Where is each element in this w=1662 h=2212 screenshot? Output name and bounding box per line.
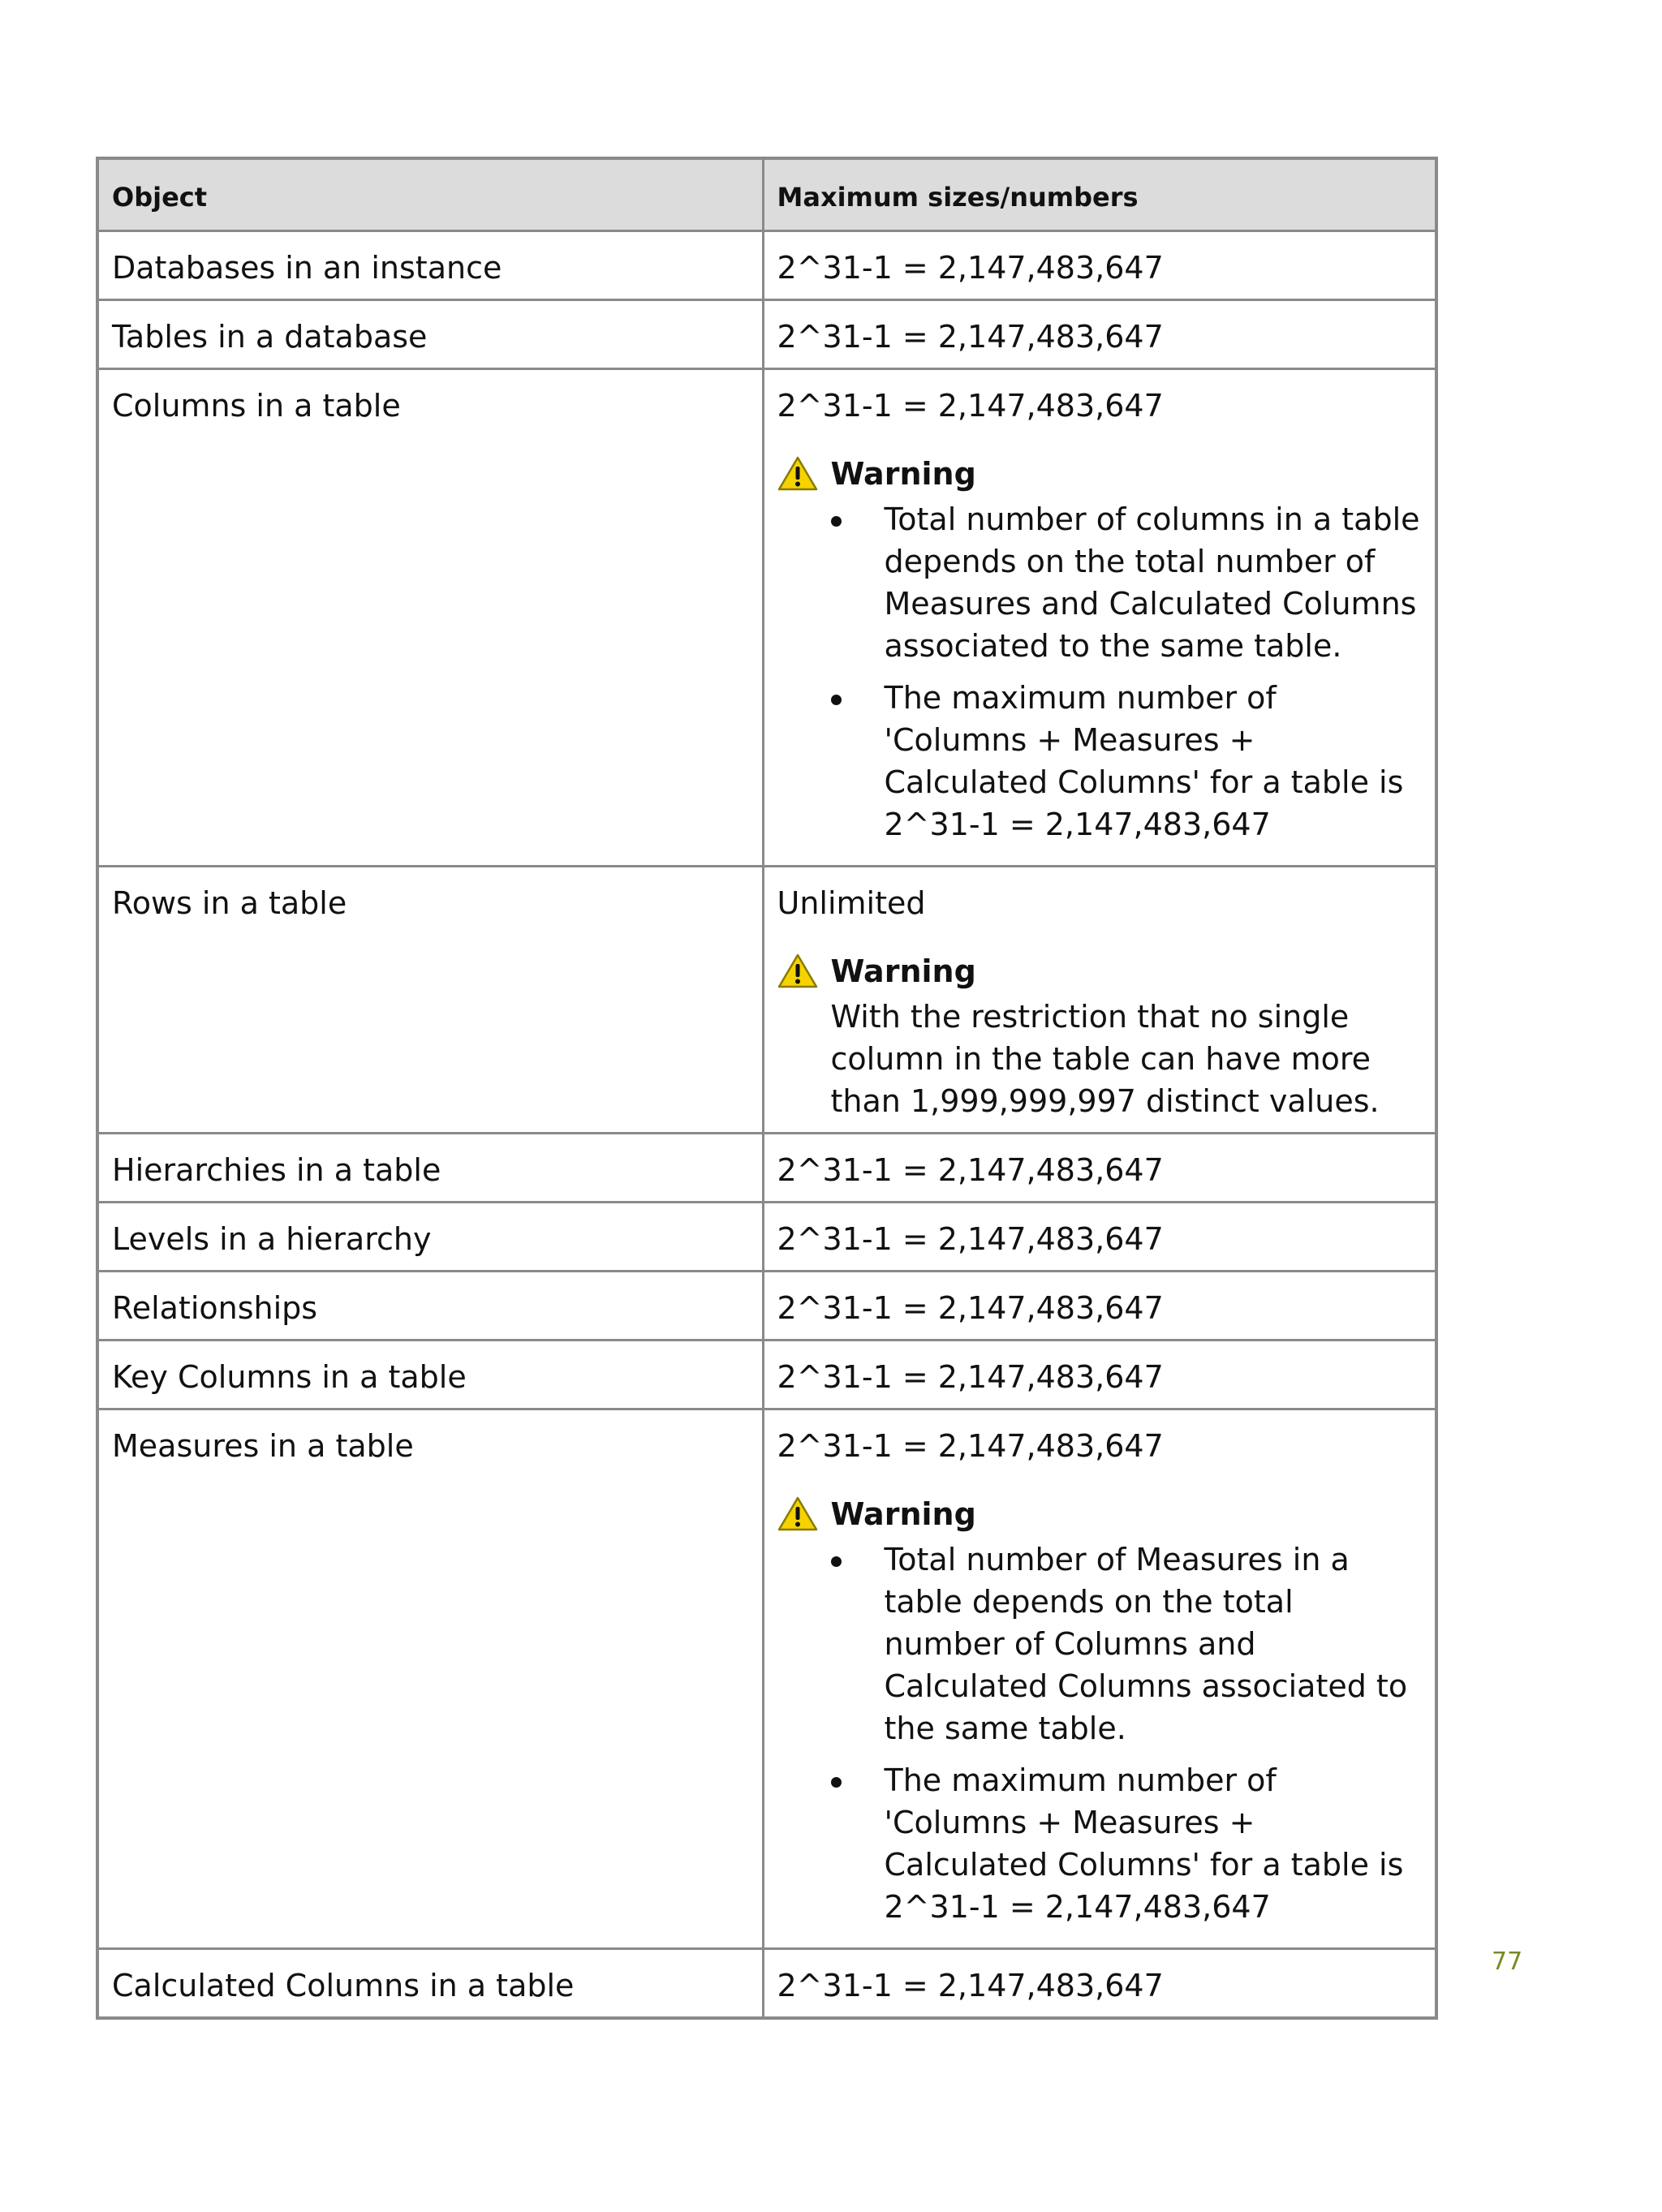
table-header-row xyxy=(97,158,1436,231)
warning-title: Warning xyxy=(830,456,976,492)
object-cell: Levels in a hierarchy xyxy=(97,1203,763,1272)
object-cell: Rows in a table xyxy=(97,867,763,1134)
warning-text: With the restriction that no single column in the table can have more than 1,999,999,997 distinct values. xyxy=(830,999,1380,1119)
object-cell: Tables in a database xyxy=(97,300,763,369)
value-text: Unlimited xyxy=(777,885,926,921)
table-row xyxy=(97,1949,1436,2019)
warning-bullet: Total number of columns in a table depends on the total number of Measures and Calculated Columns associated to the same table. xyxy=(831,498,1423,667)
warning-note xyxy=(777,454,1423,846)
table-row xyxy=(97,1409,1436,1949)
warning-triangle-icon xyxy=(777,953,818,989)
value-cell xyxy=(763,1409,1436,1949)
header-object: Object xyxy=(97,158,763,231)
warning-bullet: The maximum number of 'Columns + Measures + Calculated Columns' for a table is 2^31-1 = 2,147,483,647 xyxy=(831,1759,1423,1928)
value-cell: 2^31-1 = 2,147,483,647 xyxy=(763,1272,1436,1341)
table-row xyxy=(97,867,1436,1134)
table-row xyxy=(97,1341,1436,1409)
value-text: 2^31-1 = 2,147,483,647 xyxy=(777,1428,1164,1464)
warning-list xyxy=(777,1539,1423,1928)
value-cell: 2^31-1 = 2,147,483,647 xyxy=(763,300,1436,369)
value-cell xyxy=(763,867,1436,1134)
object-cell: Calculated Columns in a table xyxy=(97,1949,763,2019)
value-cell: 2^31-1 = 2,147,483,647 xyxy=(763,1134,1436,1203)
table-row xyxy=(97,231,1436,300)
page-number: 77 xyxy=(1492,1947,1523,1976)
warning-title: Warning xyxy=(830,953,976,989)
warning-note xyxy=(777,952,1423,1122)
warning-triangle-icon xyxy=(777,1496,818,1532)
object-cell: Hierarchies in a table xyxy=(97,1134,763,1203)
object-cell: Relationships xyxy=(97,1272,763,1341)
limits-table xyxy=(96,157,1438,2020)
warning-triangle-icon xyxy=(777,456,818,492)
table-row xyxy=(97,1203,1436,1272)
value-cell: 2^31-1 = 2,147,483,647 xyxy=(763,1949,1436,2019)
warning-bullet: Total number of Measures in a table depends on the total number of Columns and Calculated Columns associated to the same table. xyxy=(831,1539,1423,1749)
object-cell: Databases in an instance xyxy=(97,231,763,300)
value-text: 2^31-1 = 2,147,483,647 xyxy=(777,388,1164,424)
warning-bullet: The maximum number of 'Columns + Measures + Calculated Columns' for a table is 2^31-1 = 2,147,483,647 xyxy=(831,677,1423,846)
table-row xyxy=(97,1272,1436,1341)
warning-header xyxy=(777,454,1423,493)
warning-header xyxy=(777,952,1423,991)
warning-note xyxy=(777,1495,1423,1928)
value-cell: 2^31-1 = 2,147,483,647 xyxy=(763,231,1436,300)
warning-title: Warning xyxy=(830,1496,976,1532)
header-max-sizes: Maximum sizes/numbers xyxy=(763,158,1436,231)
warning-header xyxy=(777,1495,1423,1534)
object-cell: Columns in a table xyxy=(97,369,763,867)
value-cell: 2^31-1 = 2,147,483,647 xyxy=(763,1203,1436,1272)
value-cell xyxy=(763,369,1436,867)
table-row xyxy=(97,1134,1436,1203)
value-cell: 2^31-1 = 2,147,483,647 xyxy=(763,1341,1436,1409)
object-cell: Measures in a table xyxy=(97,1409,763,1949)
table-row xyxy=(97,369,1436,867)
object-cell: Key Columns in a table xyxy=(97,1341,763,1409)
warning-list xyxy=(777,498,1423,846)
table-row xyxy=(97,300,1436,369)
